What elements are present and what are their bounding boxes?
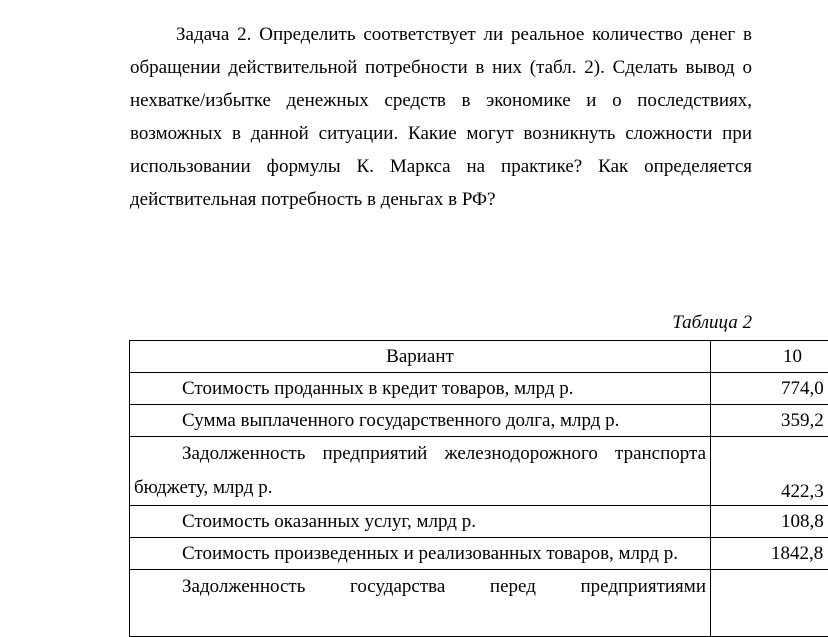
table-row (130, 506, 828, 538)
row-label: Стоимость оказанных услуг, млрд р. (130, 506, 711, 538)
row-label: Стоимость проданных в кредит товаров, млрд р. (130, 373, 711, 405)
row-label-multiline (130, 570, 711, 637)
row-value (711, 570, 828, 637)
table-row (130, 405, 828, 437)
row-label-multiline (130, 437, 711, 506)
row-value: 774,0 (711, 373, 828, 405)
table-row (130, 373, 828, 405)
table-row (130, 437, 828, 506)
row-label-line1: Задолженность предприятий железнодорожного транспорта (134, 437, 706, 471)
header-variant-value: 10 (711, 341, 828, 373)
table-row (130, 538, 828, 570)
row-value: 1842,8 (711, 538, 828, 570)
row-label: Стоимость произведенных и реализованных товаров, млрд р. (130, 538, 711, 570)
row-label-line2: бюджету, млрд р. (134, 471, 706, 505)
table-header-row (130, 341, 828, 373)
data-table (129, 340, 828, 637)
row-label: Сумма выплаченного государственного долга, млрд р. (130, 405, 711, 437)
row-label-line1: Задолженность государства перед предприятиями (134, 570, 706, 604)
row-value: 359,2 (711, 405, 828, 437)
task-text: Задача 2. Определить соответствует ли реальное количество денег в обращении действительной потребности в них (табл. 2). Сделать вывод о нехватке/избытке денежных средств в экономике и о последствиях, возможных в данной ситуации. Какие могут возникнуть сложности при использовании формулы К. Маркса на практике? Как определяется действительная потребность в деньгах в РФ? (130, 18, 752, 216)
table-caption: Таблица 2 (672, 311, 752, 335)
row-value: 108,8 (711, 506, 828, 538)
row-value: 422,3 (711, 437, 828, 506)
table-row (130, 570, 828, 637)
header-variant-label: Вариант (130, 341, 711, 373)
